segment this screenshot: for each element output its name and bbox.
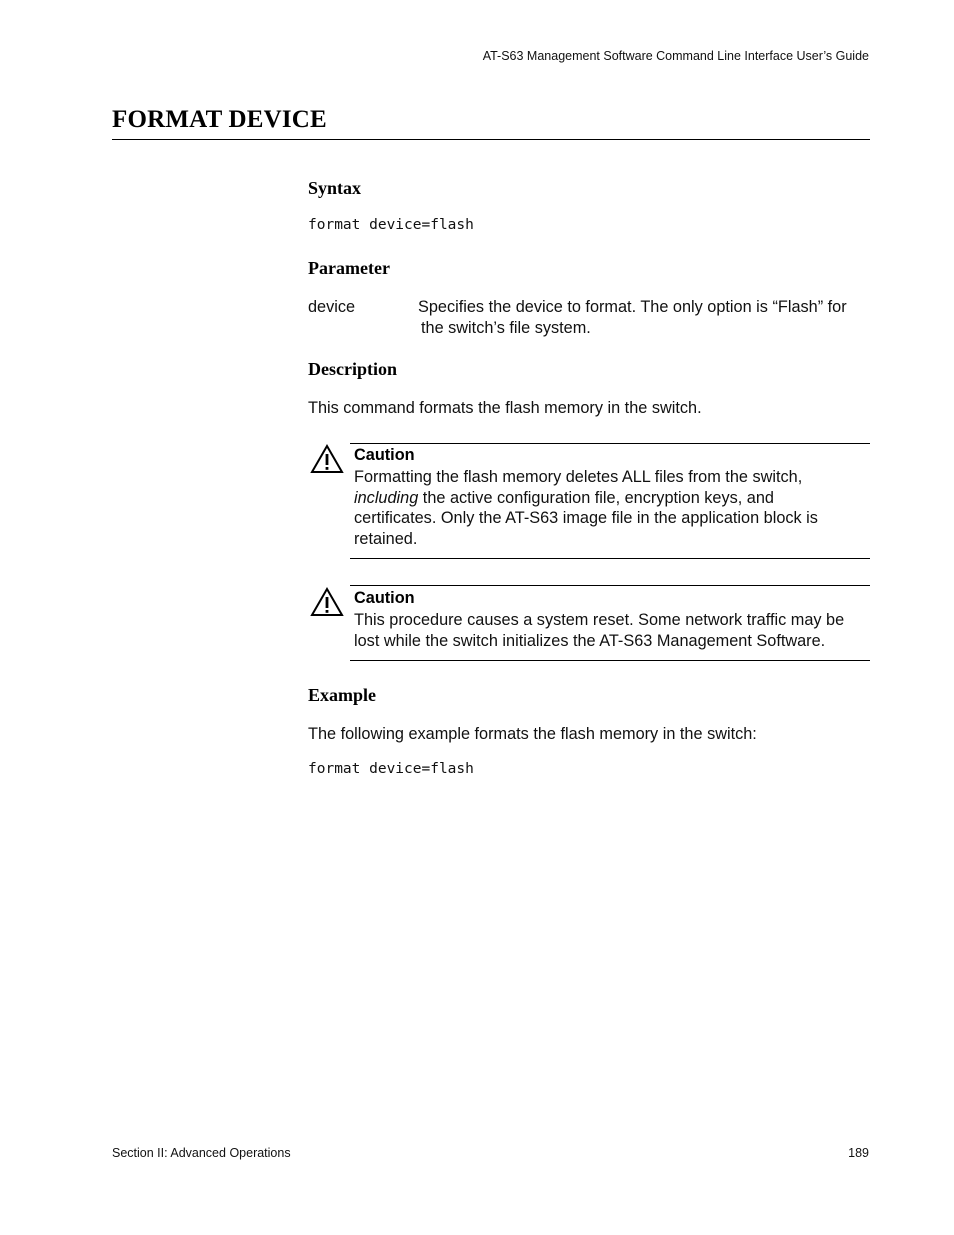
caution-2-bottom-rule [350,660,870,661]
caution-1-line4: retained. [354,529,418,548]
parameter-description-line2: the switch’s file system. [421,318,591,337]
parameter-row [308,297,870,338]
caution-2-text [354,588,870,651]
caution-1-top-rule [350,443,870,444]
running-header: AT-S63 Management Software Command Line Interface User’s Guide [482,49,869,63]
caution-2-line1: This procedure causes a system reset. Some network traffic may be [354,611,845,629]
caution-2-line2: lost while the switch initializes the AT-S63 Management Software. [354,631,826,650]
parameter-description-line1: Specifies the device to format. The only option is “Flash” for [418,298,847,316]
example-command: format device=flash [308,761,474,777]
warning-triangle-icon [310,444,344,474]
caution-1-line2: the active configuration file, encryption keys, and [418,488,774,507]
footer-section: Section II: Advanced Operations [112,1146,291,1160]
caution-1-label: Caution [354,446,415,464]
caution-2-body [354,610,870,651]
description-text: This command formats the flash memory in the switch. [308,399,702,417]
example-text: The following example formats the flash memory in the switch: [308,725,757,743]
caution-box-2 [308,584,870,662]
caution-2-label: Caution [354,589,415,607]
caution-1-body [354,467,870,549]
parameter-description [418,297,870,338]
caution-1-bottom-rule [350,558,870,559]
description-heading: Description [308,359,397,379]
parameter-heading: Parameter [308,258,390,278]
syntax-command: format device=flash [308,217,474,233]
warning-triangle-icon [310,587,344,617]
caution-1-text [354,445,870,549]
syntax-heading: Syntax [308,178,362,198]
caution-2-top-rule [350,585,870,586]
example-heading: Example [308,685,377,705]
page-title: FORMAT DEVICE [112,106,327,133]
caution-1-emphasis: including [354,488,419,507]
caution-box-1 [308,442,870,560]
parameter-name: device [308,298,356,316]
caution-1-line3: certificates. Only the AT-S63 image file in the application block is [354,509,818,527]
title-divider [112,139,870,140]
footer-page-number: 189 [848,1146,869,1160]
caution-1-line1: Formatting the flash memory deletes ALL files from the switch, [354,468,803,486]
